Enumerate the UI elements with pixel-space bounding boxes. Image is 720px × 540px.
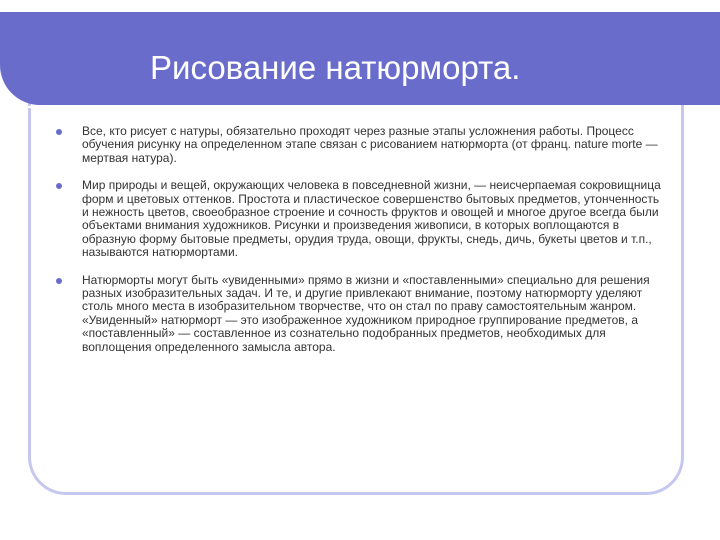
bullet-text: Натюрморты могут быть «увиденными» прямо в жизни и «поставленными» специально для решения разных изобразительных задач. И те, и другие привлекают внимание, поэтому натюрморту уделяют столь много места в изобразительном творчестве, что он стал по праву самостоятельным жанром. «Увиденный» натюрморт — это изображенное художником природное группирование предметов, а «поставленный» — составленное из сознательно подобранных предметов, необходимых для воплощения определенного замысла автора. — [82, 272, 650, 354]
bullet-icon — [56, 129, 62, 135]
bullet-list — [52, 125, 664, 368]
list-item — [52, 274, 664, 354]
list-item — [52, 179, 664, 259]
title-band-edge — [672, 12, 720, 105]
bullet-text: Все, кто рисует с натуры, обязательно проходят через разные этапы усложнения работы. Процесс обучения рисунку на определенном этапе связан с рисованием натюрморта (от франц. nature morte — мертвая натура). — [82, 124, 658, 165]
bullet-icon — [56, 278, 62, 284]
title-band — [0, 12, 720, 105]
bullet-text: Мир природы и вещей, окружающих человека в повседневной жизни, — неисчерпаемая сокровищница форм и цветовых оттенков. Простота и пластическое совершенство бытовых предметов, утонченность и нежность цветов, своеобразное строение и сочность фруктов и овощей и многое другое всегда были объектами внимания художников. Рисунки и произведения живописи, в которых воплощаются в образную форму бытовые предметы, орудия труда, овощи, фрукты, снедь, дичь, букеты цветов и т.п., называются натюрмортами. — [82, 178, 661, 260]
bullet-icon — [56, 183, 62, 189]
slide-title: Рисование натюрморта. — [150, 49, 521, 86]
title-underline — [0, 106, 636, 108]
list-item — [52, 125, 664, 165]
